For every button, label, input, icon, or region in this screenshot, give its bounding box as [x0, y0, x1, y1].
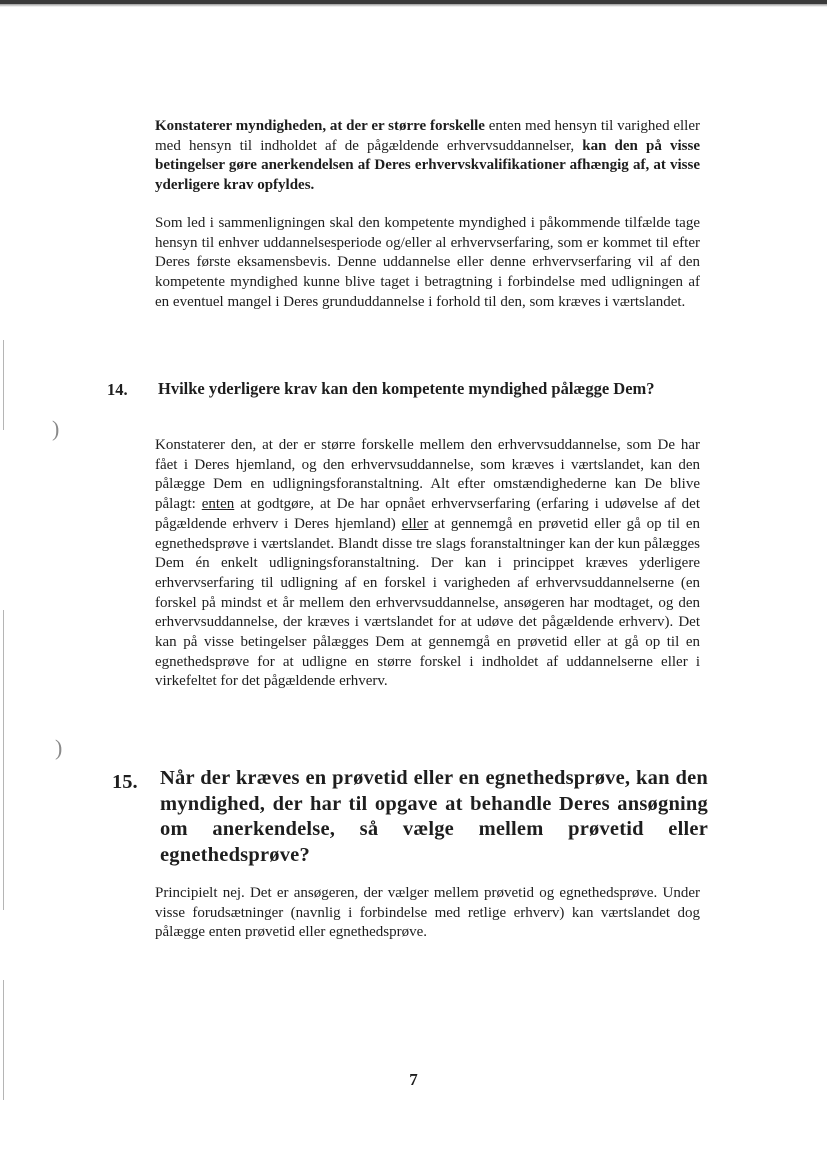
intro-text: enten med hensyn til varighed eller med hensyn til indholdet af de pågældende erhvervsuddannelser,	[155, 118, 700, 154]
intro-paragraph	[155, 117, 700, 196]
answer-14-underline-either: enten	[201, 496, 235, 513]
answer-14-text-b: at godtgøre, at De har opnået erhvervserfaring (erfaring i udøvelse af det pågældende erhverv i Deres hjemland)	[155, 496, 700, 532]
answer-14-underline-or: eller	[401, 515, 429, 532]
question-15-title: Når der kræves en prøvetid eller en egnethedsprøve, kan den myndighed, der har til opgave at behandle Deres ansøgning om anerkendelse, så vælge mellem prøvetid eller egnethedsprøve?	[160, 767, 708, 866]
comparison-paragraph: Som led i sammenligningen skal den kompetente myndighed i påkommende tilfælde tage hensyn til enhver uddannelsesperiode og/eller al erhvervserfaring, som er kommet til efter Deres første eksamensbevis. Denne uddannelse eller denne erhvervserfaring vil af den kompetente myndighed kunne blive taget i betragtning i forbindelse med udligningen af en eventuel mangel i Deres grunduddannelse i forhold til den, som kræves i værtslandet.	[155, 215, 700, 310]
question-14-title: Hvilke yderligere krav kan den kompetente myndighed pålægge Dem?	[158, 379, 655, 398]
page-number: 7	[409, 1070, 418, 1089]
question-15-answer: Principielt nej. Det er ansøgeren, der vælger mellem prøvetid og egnethedsprøve. Under visse forudsætninger (navnlig i forbindelse med retlige erhverv) kan værtslandet dog pålægge enten prøvetid eller egnethedsprøve.	[155, 885, 700, 941]
answer-14-text-a: Konstaterer den, at der er større forskelle mellem den erhvervsuddannelse, som De har fået i Deres hjemland, og den erhvervsuddannelse, som kræves i værtslandet, kan den pålægge Dem en udligningsforanstaltning. Alt efter omstændighederne kan De blive pålagt:	[155, 437, 700, 513]
intro-bold-lead: Konstaterer myndigheden, at der er større forskelle	[155, 118, 485, 134]
intro-bold-tail: kan den på visse betingelser gøre anerkendelsen af Deres erhvervskvalifikationer afhængig af, at visse yderligere krav opfyldes.	[155, 137, 700, 194]
question-15-number: 15.	[112, 771, 138, 793]
question-14-number: 14.	[107, 380, 128, 399]
question-14-answer	[155, 436, 700, 692]
scan-artifact-paren: )	[52, 416, 60, 441]
answer-14-text-c: at gennemgå en prøvetid eller gå op til en egnethedsprøve i værtslandet. Blandt disse tre slags foranstaltninger kan der kun pålægges Dem én enkelt udligningsforanstaltning. Der kan i princippet kræves yderligere erhvervserfaring til udligning af en forskel i varigheden af erhvervsuddannelserne (en forskel på mindst et år mellem den erhvervsuddannelse, ansøgeren har modtaget, og den erhvervsuddannelse, der kræves i værtslandet for at udøve det pågældende erhverv). Det kan på visse betingelser pålægges Dem at gennemgå en prøvetid eller at gå op til en egnethedsprøve for at udligne en større forskel i indholdet af uddannelserne eller i virkefeltet for det pågældende erhverv.	[155, 515, 701, 690]
scan-artifact-paren: )	[55, 735, 63, 760]
